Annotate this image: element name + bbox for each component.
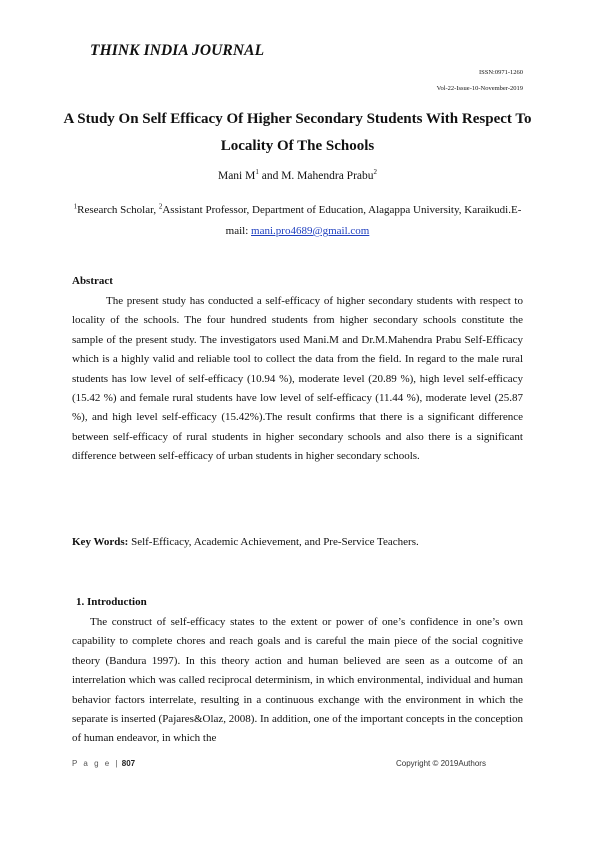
author-2-sup: 2 (373, 168, 378, 177)
authors (0, 170, 595, 182)
keywords-label: Key Words: (72, 536, 129, 548)
email-link[interactable]: mani.pro4689@gmail.com (251, 225, 370, 237)
author-2: M. Mahendra Prabu (281, 170, 374, 182)
affil-sup-1: 1 (73, 202, 78, 211)
affil-text-1: Research Scholar, (77, 204, 159, 216)
affil-sup-2: 2 (158, 202, 163, 211)
introduction-body: The construct of self-efficacy states to the extent or power of one’s confidence in one’s own capability to complete chores and reach goals and is careful the main piece of the social cognitive theory (Bandura 1997). In this theory action and human believed are seen as a outcome of an interrelation which was called reciprocal determinism, in which environmental, individual and human behavior factors interrelate, resulting in a continuous exchange with the environment in which the separate is inserted (Pajares&Olaz, 2008). In addition, one of the important concepts in the conception of human endeavor, in which the (72, 616, 523, 745)
affil-text-2: Assistant Professor, Department of Education, Alagappa University, Karaikudi.E-mail: (162, 204, 522, 237)
abstract-body: The present study has conducted a self-efficacy of higher secondary students with respect to locality of the schools. The four hundred students from higher secondary schools constitute the sample of the present study. The investigators used Mani.M and Dr.M.Mahendra Prabu Self-Efficacy which is a highly valid and reliable tool to collect the data from the field. In regard to the male rural students has low level of self-efficacy (10.94 %), moderate level (20.89 %), high level self-efficacy (15.42 %) and female rural students have low level of self-efficacy (11.44 %), moderate level (25.87 %), and high level self-efficacy (15.42%).The result confirms that there is a significant difference between self-efficacy of rural students in higher secondary schools and also there is a significant difference between self-efficacy of urban students in higher secondary schools. (72, 295, 523, 463)
keywords-text: Self-Efficacy, Academic Achievement, and Pre-Service Teachers. (128, 536, 419, 548)
paper-title: A Study On Self Efficacy Of Higher Secondary Students With Respect To Locality Of The Schools (63, 111, 532, 154)
copyright: Copyright © 2019Authors (396, 759, 486, 768)
keywords (72, 536, 419, 548)
abstract-heading: Abstract (72, 275, 113, 287)
author-1-sup: 1 (255, 168, 259, 177)
page-label: P a g e | (72, 759, 120, 768)
volume-issue: Vol-22-Issue-10-November-2019 (436, 85, 523, 92)
affiliation (70, 200, 525, 242)
author-1: Mani M (217, 170, 256, 182)
issn: ISSN:0971-1260 (478, 69, 523, 76)
page-footer-number (72, 759, 135, 768)
author-separator: and (258, 170, 282, 182)
page-number: 807 (119, 759, 136, 768)
journal-title: THINK INDIA JOURNAL (90, 42, 265, 59)
introduction-heading: 1. Introduction (76, 596, 147, 608)
